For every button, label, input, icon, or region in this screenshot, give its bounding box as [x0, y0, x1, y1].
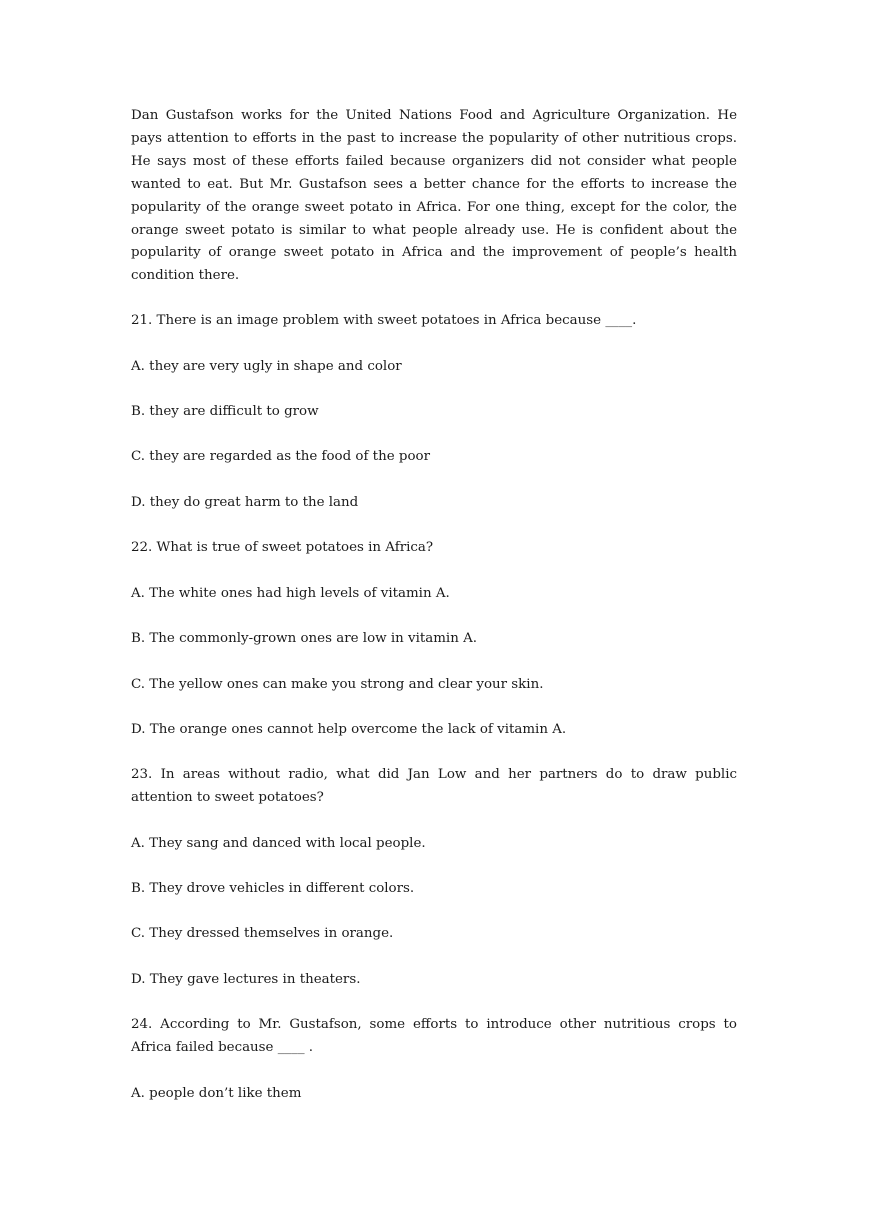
question-23-option-d: D. They gave lectures in theaters. — [131, 971, 361, 987]
question-23-option-a: A. They sang and danced with local people. — [131, 835, 426, 851]
question-22-stem: 22. What is true of sweet potatoes in Africa? — [131, 540, 434, 556]
question-22-option-d: D. The orange ones cannot help overcome the lack of vitamin A. — [131, 721, 567, 737]
question-22-option-c: C. The yellow ones can make you strong and clear your skin. — [131, 676, 544, 692]
reading-passage: Dan Gustafson works for the United Nations Food and Agriculture Organization. He pays attention to efforts in the past to increase the popularity of other nutritious crops. He says most of these efforts failed because organizers did not consider what people wanted to eat. But Mr. Gustafson sees a better chance for the efforts to increase the popularity of the orange sweet potato in Africa. For one thing, except for the color, the orange sweet potato is similar to what people already use. He is confident about the popularity of orange sweet potato in Africa and the improvement of people’s health condition there. — [131, 108, 737, 284]
question-21-stem: 21. There is an image problem with sweet potatoes in Africa because ____. — [131, 313, 637, 329]
question-21-option-a: A. they are very ugly in shape and color — [131, 358, 402, 374]
question-23-option-b: B. They drove vehicles in different colors. — [131, 881, 415, 897]
question-22-option-a: A. The white ones had high levels of vitamin A. — [131, 585, 450, 601]
question-21-option-b: B. they are difficult to grow — [131, 404, 319, 420]
question-24-stem: 24. According to Mr. Gustafson, some efforts to introduce other nutritious crops to Africa failed because ____ . — [131, 1017, 737, 1056]
document-page — [131, 105, 737, 1128]
question-23-stem: 23. In areas without radio, what did Jan Low and her partners do to draw public attention to sweet potatoes? — [131, 767, 737, 806]
question-21-option-c: C. they are regarded as the food of the poor — [131, 449, 430, 465]
question-23-option-c: C. They dressed themselves in orange. — [131, 926, 394, 942]
question-22-option-b: B. The commonly-grown ones are low in vitamin A. — [131, 631, 478, 647]
question-24-option-a: A. people don’t like them — [131, 1085, 302, 1101]
question-21-option-d: D. they do great harm to the land — [131, 494, 359, 510]
